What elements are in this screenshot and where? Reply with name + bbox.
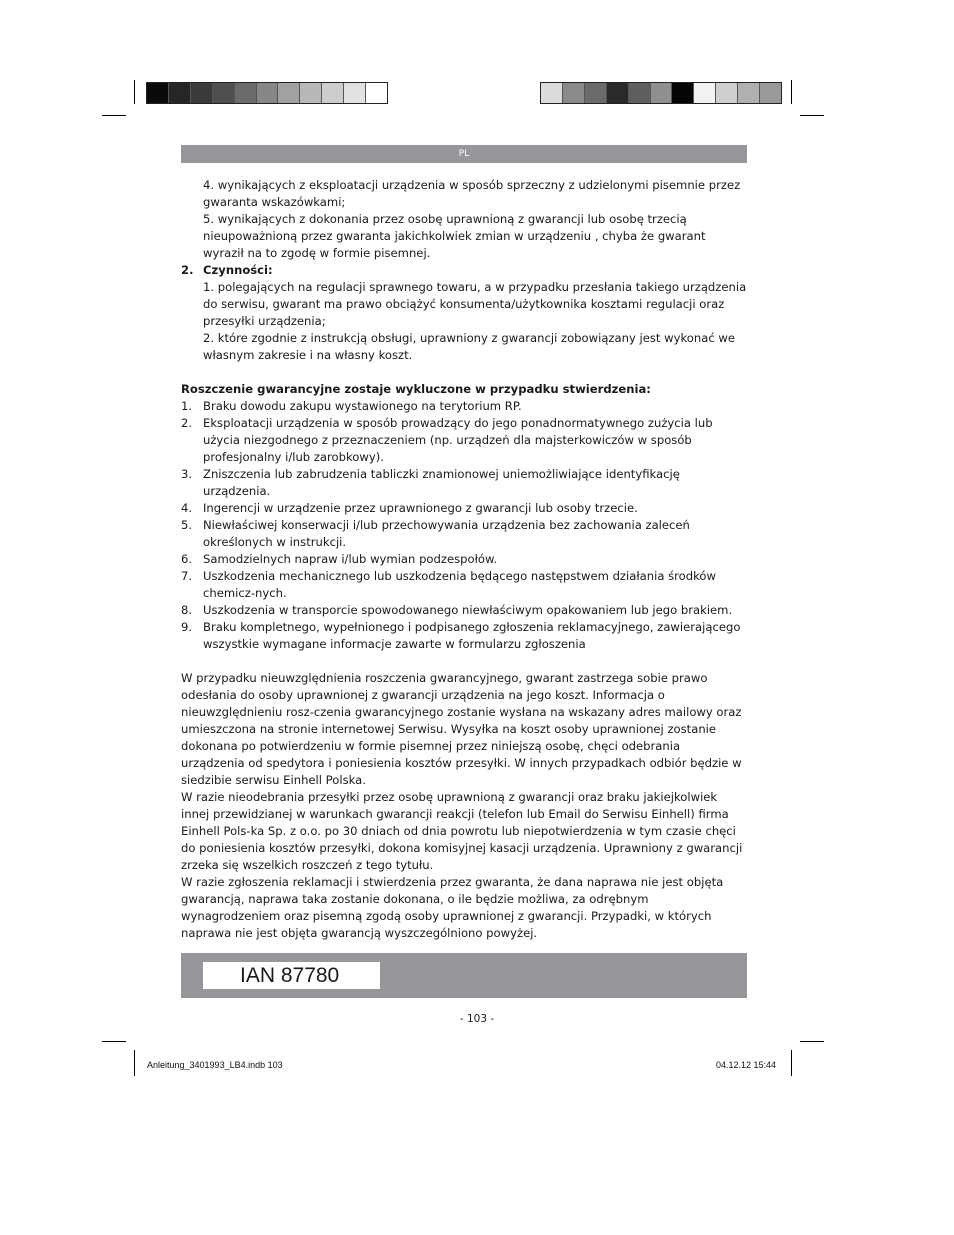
list-number: 2. [181, 416, 193, 430]
color-swatch [169, 83, 191, 103]
color-strip-left [146, 82, 388, 104]
color-swatch [257, 83, 279, 103]
paragraph: W razie zgłoszenia reklamacji i stwierdzenia przez gwaranta, że dana naprawa nie jest objęta gwarancją, naprawa taka zostanie dokonana, o ile będzie możliwa, za odrębnym wynagrodzeniem oraz pisemną zgodą osoby uprawnionej z gwarancji. Przypadki, w których naprawa nie jest objęta gwarancją wyszczególniono powyżej. [181, 875, 724, 940]
section-2-item-2: 2. które zgodnie z instrukcją obsługi, uprawniony z gwarancji zobowiązany jest wykonać we własnym zakresie i na własny koszt. [203, 331, 736, 362]
list-item [181, 551, 747, 568]
list-text: Uszkodzenia mechanicznego lub uszkodzenia będącego następstwem działania środków chemicz-nych. [203, 569, 716, 600]
section-number: 2. [181, 263, 194, 277]
color-swatch [300, 83, 322, 103]
exclusions-heading: Roszczenie gwarancyjne zostaje wykluczone w przypadku stwierdzenia: [181, 382, 651, 396]
color-swatch [541, 83, 563, 103]
list-item [181, 398, 747, 415]
list-text: Uszkodzenia w transporcie spowodowanego niewłaściwym opakowaniem lub jego brakiem. [203, 603, 733, 617]
paragraph: W przypadku nieuwzględnienia roszczenia gwarancyjnego, gwarant zastrzega sobie prawo odesłania do osoby uprawnionej z gwarancji urządzenia na jego koszt. Informacja o nieuwzględnieniu rosz-czenia gwarancyjnego zostanie wysłana na wskazany adres mailowy oraz umieszczona na stronie internetowej Serwisu. Wysyłka na koszt osoby uprawnionej zostanie dokonana po potwierdzeniu w formie pisemnej przez niniejszą osobę, chęci odebrania urządzenia od spedytora i poniesienia kosztów przesyłki. W innych przypadkach odbiór będzie w siedzibie serwisu Einhell Polska. [181, 671, 742, 787]
color-strip-right [540, 82, 782, 104]
document-body [181, 177, 747, 942]
list-item [181, 568, 747, 602]
section-2-item-1: 1. polegających na regulacji sprawnego towaru, a w przypadku przesłania takiego urządzenia do serwisu, gwarant ma prawo obciążyć konsumenta/użytkownika kosztami regulacji oraz przesyłki urządzenia; [203, 280, 747, 328]
intro-item-5: 5. wynikających z dokonania przez osobę uprawnioną z gwarancji lub osobę trzecią nieupoważnioną przez gwaranta jakichkolwiek zmian w urządzeniu , chyba że gwarant wyraził na to zgodę w formie pisemnej. [203, 212, 706, 260]
ian-footer-bar [181, 953, 747, 998]
crop-mark [134, 1050, 135, 1076]
color-swatch [344, 83, 366, 103]
color-swatch [563, 83, 585, 103]
crop-mark [102, 1041, 126, 1042]
list-number: 6. [181, 552, 193, 566]
list-item [181, 619, 747, 653]
color-swatch [607, 83, 629, 103]
list-text: Niewłaściwej konserwacji i/lub przechowywania urządzenia bez zachowania zaleceń określonych w instrukcji. [203, 518, 690, 549]
list-number: 1. [181, 399, 193, 413]
list-text: Braku dowodu zakupu wystawionego na terytorium RP. [203, 399, 522, 413]
section-2-heading [181, 262, 747, 279]
list-number: 4. [181, 501, 193, 515]
color-swatch [738, 83, 760, 103]
color-swatch [278, 83, 300, 103]
color-swatch [366, 83, 387, 103]
crop-mark [800, 1041, 824, 1042]
crop-mark [102, 115, 126, 116]
crop-mark [791, 1050, 792, 1076]
color-swatch [651, 83, 673, 103]
paragraph: W razie nieodebrania przesyłki przez osobę uprawnioną z gwarancji oraz braku jakiejkolwiek innej przewidzianej w warunkach gwarancji reakcji (telefon lub Email do Serwisu Einhell) firma Einhell Pols-ka Sp. z o.o. po 30 dniach od dnia powrotu lub niepotwierdzenia w tym czasie chęci do poniesienia kosztów przesyłki, dokona komisyjnej kasacji urządzenia. Uprawniony z gwarancji zrzeka się wszelkich roszczeń z tego tytułu. [181, 790, 743, 872]
page-number: - 103 - [459, 1013, 495, 1025]
section-title: Czynności: [203, 263, 273, 277]
exclusions-list [181, 398, 747, 653]
list-item [181, 466, 747, 500]
language-header-bar [181, 145, 747, 163]
crop-mark [800, 115, 824, 116]
list-item [181, 415, 747, 466]
list-text: Braku kompletnego, wypełnionego i podpisanego zgłoszenia reklamacyjnego, zawierającego wszystkie wymagane informacje zawarte w formularzu zgłoszenia [203, 620, 741, 651]
list-number: 7. [181, 569, 193, 583]
list-number: 5. [181, 518, 193, 532]
list-item [181, 602, 747, 619]
list-number: 3. [181, 467, 193, 481]
list-text: Zniszczenia lub zabrudzenia tabliczki znamionowej uniemożliwiające identyfikację urządzenia. [203, 467, 680, 498]
color-swatch [716, 83, 738, 103]
color-swatch [694, 83, 716, 103]
footer-filename: Anleitung_3401993_LB4.indb 103 [147, 1060, 283, 1070]
list-number: 8. [181, 603, 193, 617]
crop-mark [791, 80, 792, 104]
color-swatch [760, 83, 781, 103]
footer-timestamp: 04.12.12 15:44 [716, 1060, 777, 1070]
color-swatch [629, 83, 651, 103]
list-item [181, 517, 747, 551]
list-text: Eksploatacji urządzenia w sposób prowadzący do jego ponadnormatywnego zużycia lub użycia niezgodnego z przeznaczeniem (np. urządzeń dla majsterkowiczów w sposób profesjonalny i/lub zarobkowy). [203, 416, 713, 464]
color-swatch [585, 83, 607, 103]
intro-item-4: 4. wynikających z eksploatacji urządzenia w sposób sprzeczny z udzielonymi pisemnie przez gwaranta wskazówkami; [203, 178, 741, 209]
color-swatch [191, 83, 213, 103]
list-item [181, 500, 747, 517]
list-number: 9. [181, 620, 193, 634]
color-swatch [235, 83, 257, 103]
color-swatch [213, 83, 235, 103]
color-swatch [322, 83, 344, 103]
list-text: Samodzielnych napraw i/lub wymian podzespołów. [203, 552, 498, 566]
ian-number: IAN 87780 [203, 962, 380, 989]
language-label: PL [458, 149, 470, 159]
list-text: Ingerencji w urządzenie przez uprawnionego z gwarancji lub osoby trzecie. [203, 501, 638, 515]
color-swatch [147, 83, 169, 103]
crop-mark [134, 80, 135, 104]
color-swatch [672, 83, 694, 103]
